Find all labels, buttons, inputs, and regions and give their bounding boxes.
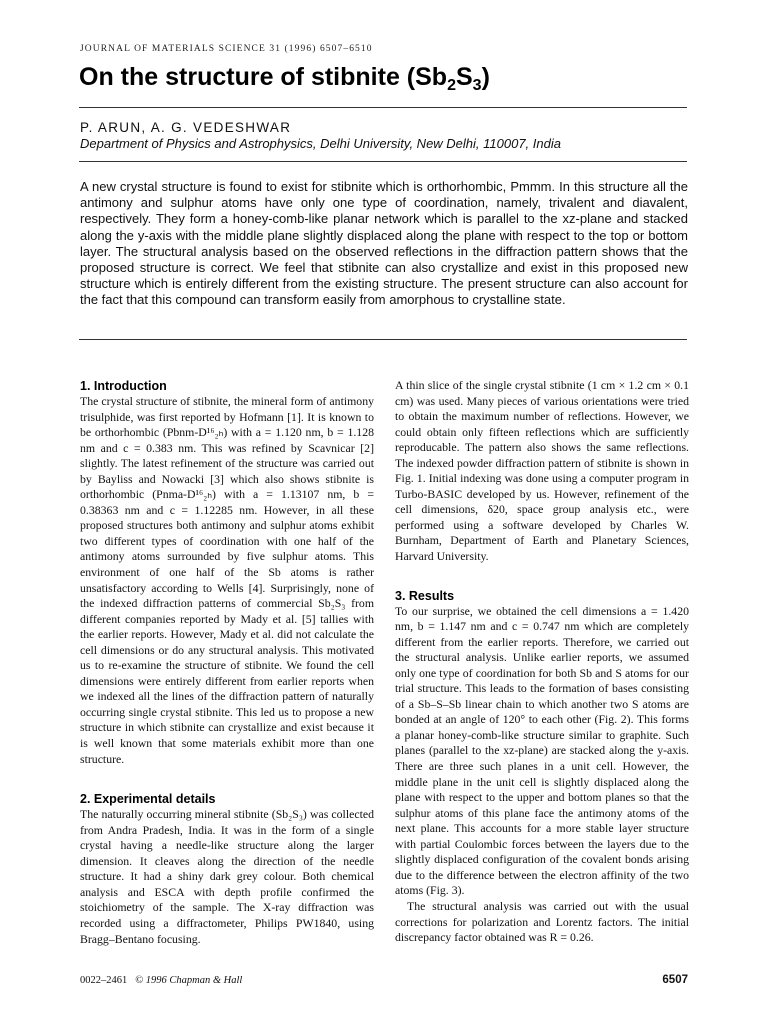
introduction-text: The crystal structure of stibnite, the mineral form of antimony trisulphide, was first reported by Hofmann [1]. It is known to be orthorhombic (Pbnm-D¹⁶₂ₕ) with a = 1.120 nm, b = 1.128 nm and c = 0.383 nm. This was refined by Scavnicar [2] slightly. The latest refinement of the structure was carried out by Bayliss and Nowacki [3] which also shows stibnite is orthorhombic (Pnma-D¹⁶₂ₕ) with a = 1.13107 nm, b = 0.38363 nm and c = 1.12285 nm. However, in all these proposed structures both antimony and sulphur atoms exhibit two different types of coordination with one half of the antimony atoms surrounded by five sulphur atoms. This environment of one half of the Sb atoms is rather unsatisfactory according to Wells [4]. Surprisingly, none of the indexed diffraction patterns of commercial Sb₂S₃ from different companies reported by Mady et al. [5] tallies with the earlier reports. However, Mady et al. did not calculate the cell dimensions or do any structural analysis. This motivated us to re-examine the structure of stibnite. We found the cell dimensions were entirely different from earlier reports when we indexed all the lines of the diffraction pattern of naturally occurring single crystal stibnite. This led us to propose a new structure in which stibnite can crystallize and exist because it is well known that some materials exhibit more than one structure. — [80, 394, 374, 766]
abstract: A new crystal structure is found to exist for stibnite which is orthorhombic, Pmmm. In this structure all the antimony and sulphur atoms have only one type of coordination, namely, trivalent and diavalent, respectively. They form a honey-comb-like planar network which is parallel to the xz-plane and stacked along the y-axis with the middle plane slightly displaced along the plane with respect to the top or bottom layer. The structural analysis based on the observed reflections in the diffraction pattern shows that the proposed structure is correct. We feel that stibnite can also crystallize and exist in this proposed new structure which is entirely different from the existing structure. The present structure can also account for the fact that this compound can transform easily from amorphous to crystalline state. — [80, 179, 688, 308]
page-number: 6507 — [662, 974, 688, 986]
title-mid: S — [455, 63, 473, 91]
running-head: JOURNAL OF MATERIALS SCIENCE 31 (1996) 6507–6510 — [80, 44, 373, 54]
affiliation: Department of Physics and Astrophysics, Delhi University, New Delhi, 110007, India — [80, 136, 561, 151]
authors: P. ARUN, A. G. VEDESHWAR — [80, 120, 292, 135]
experimental-text: The naturally occurring mineral stibnite (Sb₂S₃) was collected from Andra Pradesh, India. It was in the form of a single crystal having a needle-like structure along the larger dimension. It cleaves along the direction of the needle structure. It had a shiny dark grey colour. Both chemical analysis and ESCA with depth profile confirmed the stoichiometry of the sample. The X-ray diffraction was recorded using a diffractometer, Philips PW1840, using Bragg–Bentano focusing. — [80, 807, 374, 946]
footer-copyright: © 1996 Chapman & Hall — [135, 975, 243, 986]
footer-publication — [80, 975, 242, 986]
experimental-text-continued: A thin slice of the single crystal stibnite (1 cm × 1.2 cm × 0.1 cm) was used. Many pieces of various orientations were tried to obtain the maximum number of reflections. However, we could obtain only fifteen reflections which are sufficiently reproducable. The pattern also shows the same reflections. The indexed powder diffraction pattern of stibnite is shown in Fig. 1. Initial indexing was done using a computer program in Turbo-BASIC developed by us. However, refinement of the cell dimensions, δ20, space group analysis etc., were performed using a software developed by Charles W. Burnham, Department of Earth and Planetary Sciences, Harvard University. — [395, 378, 689, 564]
footer-code: 0022–2461 — [80, 975, 128, 986]
section-heading-experimental: 2. Experimental details — [80, 792, 216, 807]
results-text-2: The structural analysis was carried out with the usual corrections for polarization and Lorentz factors. The initial discrepancy factor obtained was R = 0.26. — [395, 898, 689, 945]
top-rule — [79, 107, 687, 108]
left-column — [80, 378, 374, 947]
section-heading-results: 3. Results — [395, 588, 455, 603]
title-prefix: On the structure of stibnite (Sb — [79, 63, 448, 91]
title-suffix: ) — [481, 63, 490, 91]
title-subscript-1: 2 — [447, 77, 456, 94]
abstract-top-rule — [79, 161, 687, 162]
article-title — [79, 63, 490, 92]
section-heading-introduction: 1. Introduction — [80, 379, 167, 393]
title-subscript-2: 3 — [472, 77, 482, 94]
right-column — [395, 378, 689, 946]
results-text: To our surprise, we obtained the cell dimensions a = 1.420 nm, b = 1.147 nm and c = 0.747 nm which are completely different from the earlier reports. Therefore, we carried out the structural analysis. Unlike earlier reports, we assumed only one type of coordination for both Sb and S atoms for our trial structure. This leads to the formation of bases consisting of a Sb–S–Sb linear chain to which another two S atoms are bonded at an angle of 120° to each other (Fig. 2). This forms a planar honey-comb-like structure similar to graphite. Such planes (parallel to the xz-plane) are stacked along the y-axis. There are three such planes in a unit cell. However, the middle plane in the unit cell is slightly displaced along the plane with respect to the upper and bottom planes so that the sulphur atoms of this plane face the antimony atoms of the next plane. This accounts for a more stable layer structure with partial Coulombic forces between the layers due to the slightly displaced configuration of the covalent bonds arising due to the difference between the electron affinity of the two atoms (Fig. 3). — [395, 603, 689, 898]
abstract-bottom-rule — [79, 339, 687, 340]
